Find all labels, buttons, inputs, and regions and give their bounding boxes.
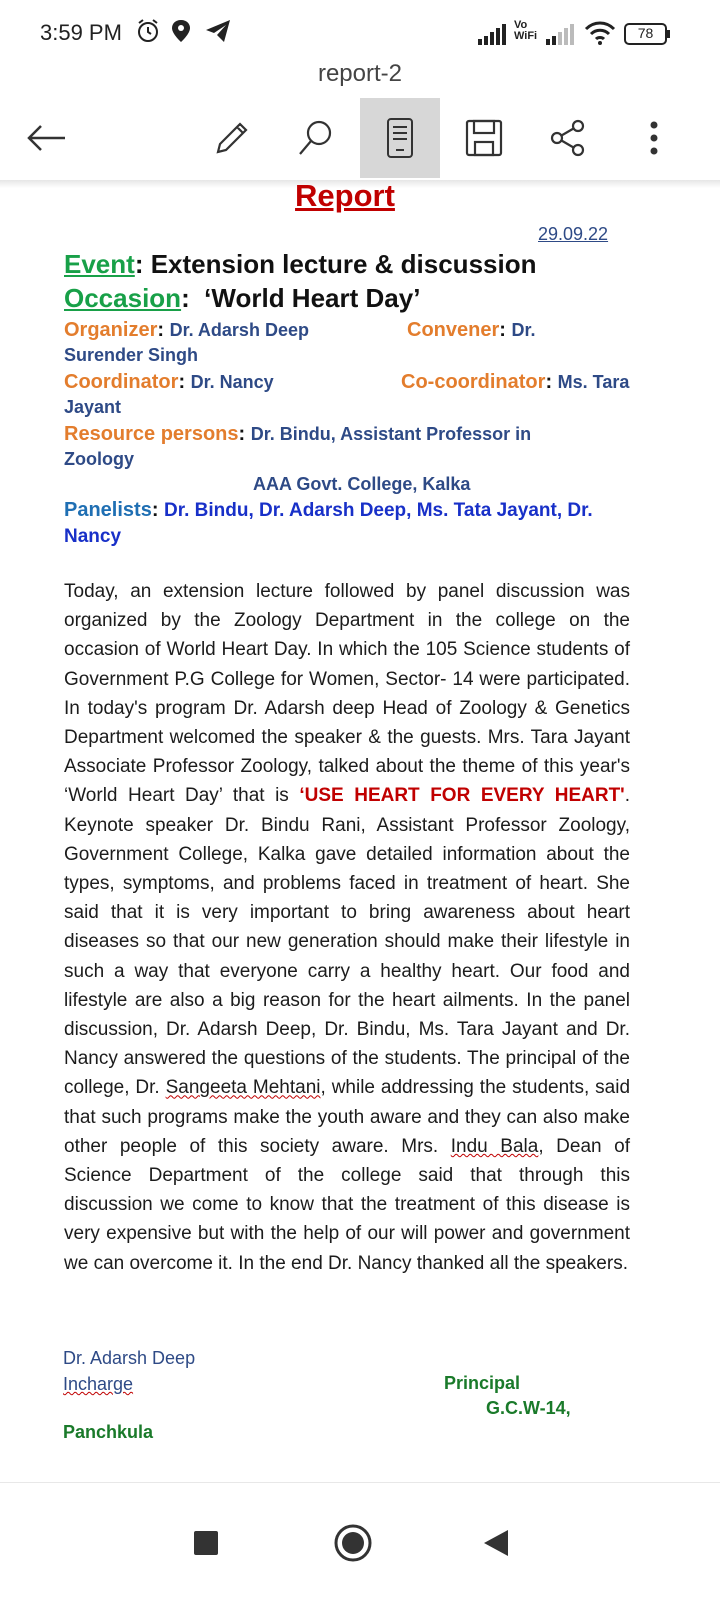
location-pin-icon [170,18,192,49]
event-label: Event [64,249,135,279]
convener-line: Convener: Dr. [407,319,536,341]
resource-label: Resource persons [64,423,239,445]
report-title: Report [295,178,395,213]
vowifi-label: Vo WiFi [514,19,538,42]
toolbar [0,98,720,180]
cocoordinator-value: Ms. Tara [557,372,630,392]
recents-button[interactable] [176,1513,236,1573]
event-line: Event: Extension lecture & discussion [64,249,537,279]
report-date: 29.09.22 [538,224,609,244]
principal-name: Sangeeta Mehtani [165,1077,321,1099]
cellular-signal-2-icon [546,24,576,51]
coordinator-label: Coordinator [64,371,179,393]
battery-level: 78 [637,25,654,41]
report-body: Today, an extension lecture followed by panel discussion was organized by the Zoology Department in the college on the occasion of World Heart Day. In which the 105 Science students of Government P.G College for Women, Sector- 14 were participated. In today's program Dr. Adarsh deep Head of Zoology & Genetics Department welcomed the speaker & the guests. Mrs. Tara Jayant Associate Professor Zoology, talked about the theme of this year's ‘World Heart Day’ that is ‘USE HEART FOR EVERY HEART'. Keynote speaker Dr. Bindu Rani, Assistant Professor Zoology, Government College, Kalka gave detailed information about the types, symptoms, and problems faced in treatment of heart. She said that it is very important to bring awareness about heart diseases so that our new generation should make their lifestyle in such a way that everyone carry a healthy heart. Our food and lifestyle are also a big reason for the heart ailments. In the panel discussion, Dr. Adarsh Deep, Dr. Bindu, Ms. Tara Jayant and Dr. Nancy answered the questions of the students. The principal of the college, Dr. Sangeeta Mehtani, while addressing the students, said that such programs make the youth aware and they can also make other people of this society aware. Mrs. Indu Bala, Dean of Science Department of the college said that through this discussion we come to know that the treatment of this disease is very expensive but with the help of our will power and government we can overcome it. In the end Dr. Nancy thanked all the speakers. [64,581,631,1274]
triangle-back-icon [482,1528,510,1558]
dean-name: Indu Bala [450,1135,539,1157]
search-button[interactable] [276,98,356,178]
convener-label: Convener [407,319,500,341]
save-icon [464,118,504,158]
coordinator-value: Dr. Nancy [190,372,274,392]
circle-home-icon [333,1523,373,1563]
convener-value: Dr. [511,320,536,340]
battery-icon [624,22,672,51]
save-button[interactable] [444,98,524,178]
back-arrow-icon [25,123,67,153]
resource-value: Dr. Bindu, Assistant Professor in [250,424,532,444]
share-icon [548,118,588,158]
more-options-button[interactable] [614,98,694,178]
signatory-role: Incharge [63,1374,134,1394]
signatory-name: Dr. Adarsh Deep [63,1348,196,1368]
back-button[interactable] [6,98,86,178]
event-value: Extension lecture & discussion [150,249,537,279]
wifi-icon [584,20,616,51]
occasion-value: ‘World Heart Day’ [204,283,421,313]
telegram-icon [204,18,232,49]
square-recents-icon [193,1530,219,1556]
occasion-label: Occasion [64,283,182,313]
pencil-icon [212,118,252,158]
back-nav-button[interactable] [466,1513,526,1573]
search-icon [296,118,336,158]
coordinator-line: Coordinator: Dr. Nancy [64,371,274,393]
resource-college: AAA Govt. College, Kalka [253,474,471,494]
more-vert-icon [649,120,659,156]
alarm-icon [136,18,160,49]
city-label: Panchkula [63,1422,154,1442]
share-button[interactable] [528,98,608,178]
cocoordinator-label: Co-coordinator [401,371,546,393]
mobile-view-icon [385,117,415,159]
navigation-bar [0,1482,720,1601]
status-time: 3:59 PM [40,20,122,45]
edit-button[interactable] [192,98,272,178]
theme-highlight: ‘USE HEART FOR EVERY HEART' [299,785,625,807]
principal-label: Principal [444,1373,521,1393]
occasion-line: Occasion: ‘World Heart Day’ [64,283,421,313]
resource-line: Resource persons: Dr. Bindu, Assistant Professor in [64,423,532,445]
home-button[interactable] [323,1513,383,1573]
panelists-label: Panelists [64,499,152,521]
document-title: report-2 [317,60,403,87]
cocoordinator-value-cont: Jayant [64,397,122,417]
mobile-view-button[interactable] [360,98,440,178]
organizer-label: Organizer [64,319,158,341]
panelists-line: Panelists: Dr. Bindu, Dr. Adarsh Deep, Ms. Tata Jayant, Dr. [64,499,593,521]
organizer-value: Dr. Adarsh Deep [169,320,309,340]
college-code: G.C.W-14, [486,1398,571,1418]
organizer-line: Organizer: Dr. Adarsh Deep [64,319,309,341]
panelists-value: Dr. Bindu, Dr. Adarsh Deep, Ms. Tata Jayant, Dr. [164,500,593,521]
convener-value-cont: Surender Singh [64,345,199,365]
cellular-signal-icon [478,24,508,51]
status-bar [0,0,720,62]
resource-value-cont: Zoology [64,449,134,469]
panelists-value-cont: Nancy [64,526,122,547]
cocoordinator-line: Co-coordinator: Ms. Tara [401,371,630,393]
